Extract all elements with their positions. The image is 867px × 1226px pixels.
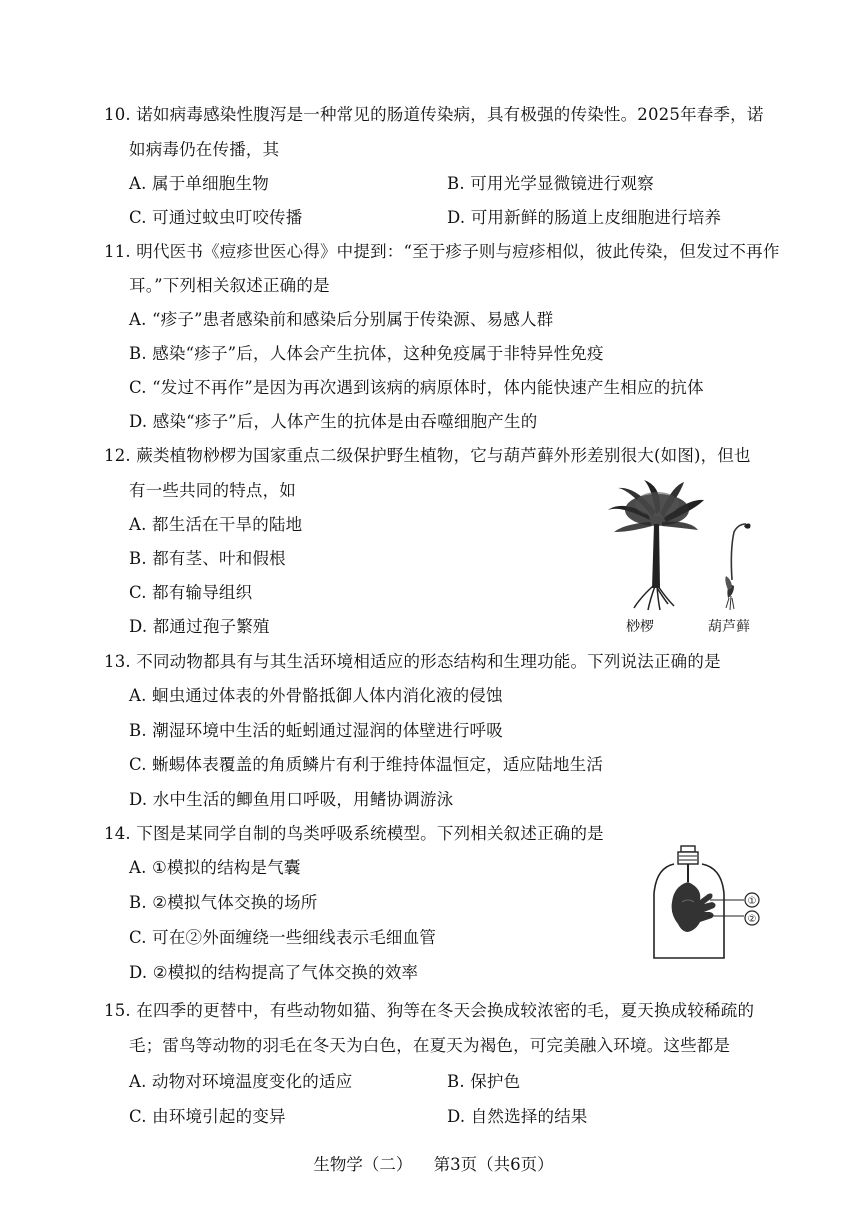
q11-option-d: D. 感染“疹子”后，人体产生的抗体是由吞噬细胞产生的 [129, 412, 538, 431]
q12-option-a: A. 都生活在干旱的陆地 [129, 515, 303, 534]
q15-option-a: A. 动物对环境温度变化的适应 [129, 1072, 353, 1091]
q10-option-d: D. 可用新鲜的肠道上皮细胞进行培养 [447, 208, 722, 227]
q14-option-a: A. ①模拟的结构是气囊 [129, 858, 301, 877]
q15-option-b: B. 保护色 [447, 1072, 521, 1091]
moss-label: 葫芦藓 [708, 619, 750, 635]
fern-moss-figure [600, 480, 770, 620]
q11-stem-line2: 耳。”下列相关叙述正确的是 [129, 276, 330, 295]
q13-option-d: D. 水中生活的鲫鱼用口呼吸，用鳍协调游泳 [129, 790, 454, 809]
q14-option-d: D. ②模拟的结构提高了气体交换的效率 [129, 963, 419, 982]
footer-subject: 生物学（二） [313, 1155, 413, 1174]
q11-option-c: C. “发过不再作”是因为再次遇到该病的病原体时，体内能快速产生相应的抗体 [129, 378, 704, 397]
fern-label: 桫椤 [626, 619, 654, 635]
q14-option-c: C. 可在②外面缠绕一些细线表示毛细血管 [129, 928, 437, 947]
q13-stem-line1: 13. 不同动物都具有与其生活环境相适应的形态结构和生理功能。下列说法正确的是 [104, 652, 721, 671]
figure-label-1: ① [747, 896, 757, 907]
figure-label-2: ② [747, 914, 757, 925]
q13-option-c: C. 蜥蜴体表覆盖的角质鳞片有利于维持体温恒定，适应陆地生活 [129, 755, 604, 774]
q14-option-b: B. ②模拟气体交换的场所 [129, 893, 318, 912]
q12-stem-line1: 12. 蕨类植物桫椤为国家重点二级保护野生植物，它与葫芦藓外形差别很大(如图)，但也 [104, 446, 751, 465]
q14-stem-line1: 14. 下图是某同学自制的鸟类呼吸系统模型。下列相关叙述正确的是 [104, 824, 604, 843]
q11-option-b: B. 感染“疹子”后，人体会产生抗体，这种免疫属于非特异性免疫 [129, 344, 604, 363]
q10-option-c: C. 可通过蚊虫叮咬传播 [129, 208, 303, 227]
q12-option-b: B. 都有茎、叶和假根 [129, 549, 286, 568]
tree-fern-icon [608, 480, 704, 610]
q12-option-d: D. 都通过孢子繁殖 [129, 617, 270, 636]
q10-stem-line1: 10. 诺如病毒感染性腹泻是一种常见的肠道传染病，具有极强的传染性。2025年春季，诺 [104, 105, 764, 124]
q10-option-a: A. 属于单细胞生物 [129, 174, 269, 193]
page-footer [0, 1151, 867, 1175]
q15-option-d: D. 自然选择的结果 [447, 1107, 588, 1126]
q10-option-b: B. 可用光学显微镜进行观察 [447, 174, 654, 193]
footer-page-number: 第3页（共6页） [433, 1155, 554, 1174]
q13-option-a: A. 蛔虫通过体表的外骨骼抵御人体内消化液的侵蚀 [129, 686, 503, 705]
q11-option-a: A. “疹子”患者感染前和感染后分别属于传染源、易感人群 [129, 310, 554, 329]
q12-option-c: C. 都有输导组织 [129, 583, 253, 602]
moss-icon [725, 524, 750, 611]
bird-respiratory-model-figure [648, 842, 778, 964]
q15-stem-line1: 15. 在四季的更替中，有些动物如猫、狗等在冬天会换成较浓密的毛，夏天换成较稀疏的 [104, 1001, 755, 1020]
q15-option-c: C. 由环境引起的变异 [129, 1107, 286, 1126]
q10-stem-line2: 如病毒仍在传播，其 [129, 140, 280, 159]
q12-stem-line2: 有一些共同的特点，如 [129, 481, 296, 500]
q13-option-b: B. 潮湿环境中生活的蚯蚓通过湿润的体壁进行呼吸 [129, 721, 503, 740]
q11-stem-line1: 11. 明代医书《痘疹世医心得》中提到：“至于疹子则与痘疹相似，彼此传染，但发过不再作 [104, 242, 780, 261]
q15-stem-line2: 毛；雷鸟等动物的羽毛在冬天为白色，在夏天为褐色，可完美融入环境。这些都是 [129, 1036, 731, 1055]
